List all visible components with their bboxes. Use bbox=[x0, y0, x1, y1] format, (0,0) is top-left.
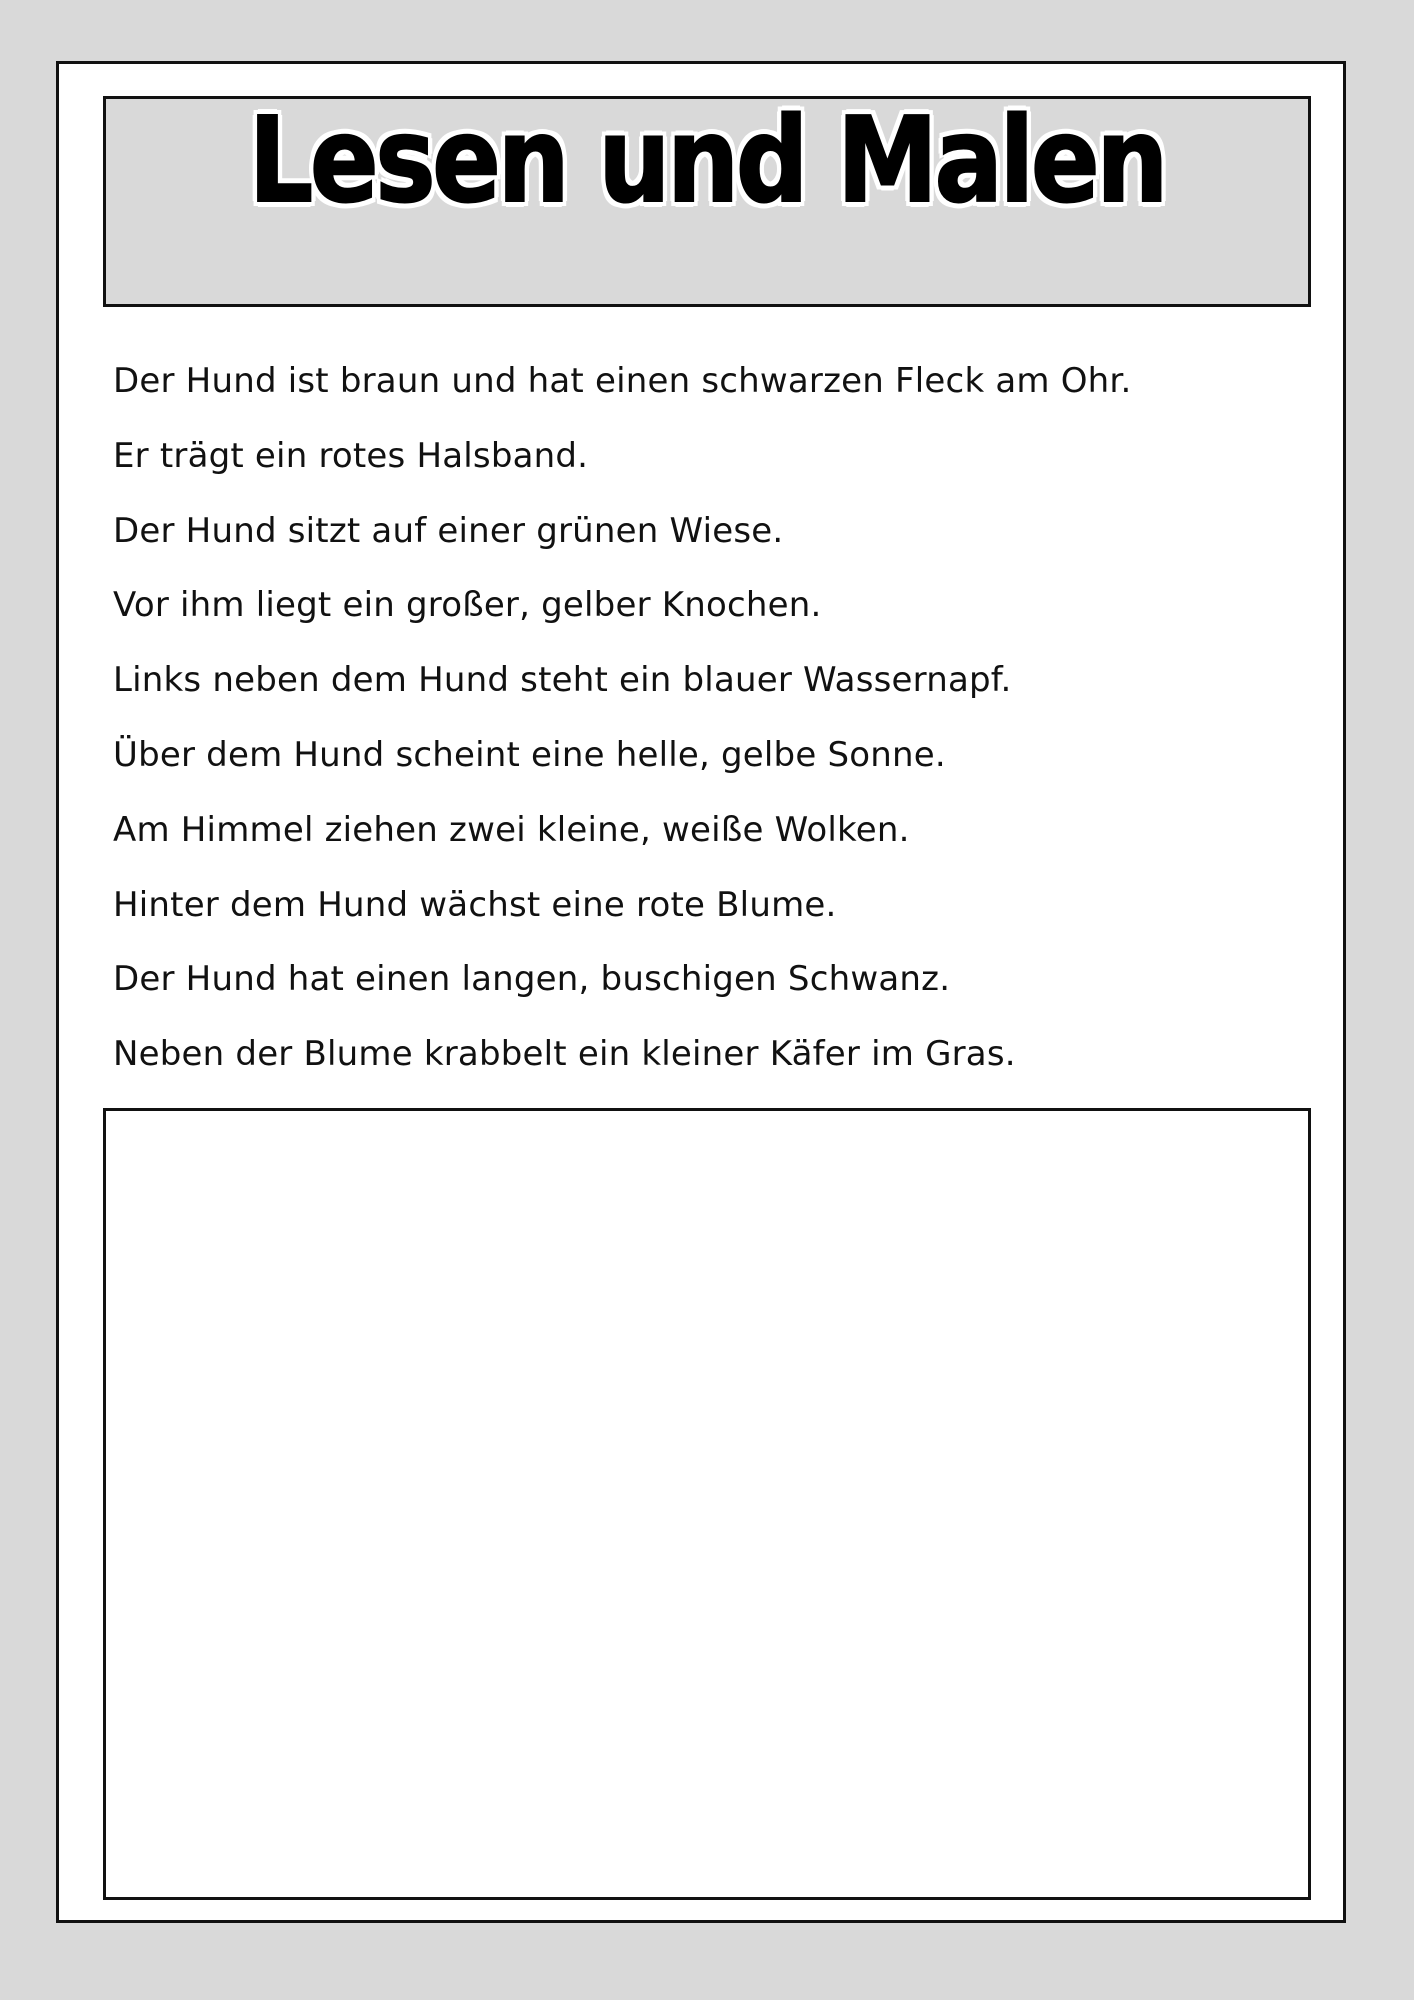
sentence-9: Der Hund hat einen langen, buschigen Schwanz. bbox=[113, 959, 951, 1000]
sentence-7: Am Himmel ziehen zwei kleine, weiße Wolken. bbox=[113, 809, 910, 850]
sentence-4: Vor ihm liegt ein großer, gelber Knochen. bbox=[113, 585, 822, 626]
sentence-1: Der Hund ist braun und hat einen schwarzen Fleck am Ohr. bbox=[113, 361, 1132, 401]
drawing-area[interactable] bbox=[103, 1108, 1311, 1900]
sentence-6: Über dem Hund scheint eine helle, gelbe Sonne. bbox=[113, 734, 946, 775]
sentence-5: Links neben dem Hund steht ein blauer Wassernapf. bbox=[113, 660, 1012, 701]
page-title: Lesen und Malen bbox=[248, 90, 1166, 229]
reading-sentences bbox=[113, 344, 1293, 1092]
sentence-10: Neben der Blume krabbelt ein kleiner Käfer im Gras. bbox=[113, 1034, 1016, 1075]
title-banner bbox=[103, 90, 1311, 307]
worksheet-page bbox=[56, 61, 1346, 1923]
sentence-8: Hinter dem Hund wächst eine rote Blume. bbox=[113, 884, 837, 925]
sentence-3: Der Hund sitzt auf einer grünen Wiese. bbox=[113, 510, 784, 551]
sentence-2: Er trägt ein rotes Halsband. bbox=[113, 435, 589, 476]
